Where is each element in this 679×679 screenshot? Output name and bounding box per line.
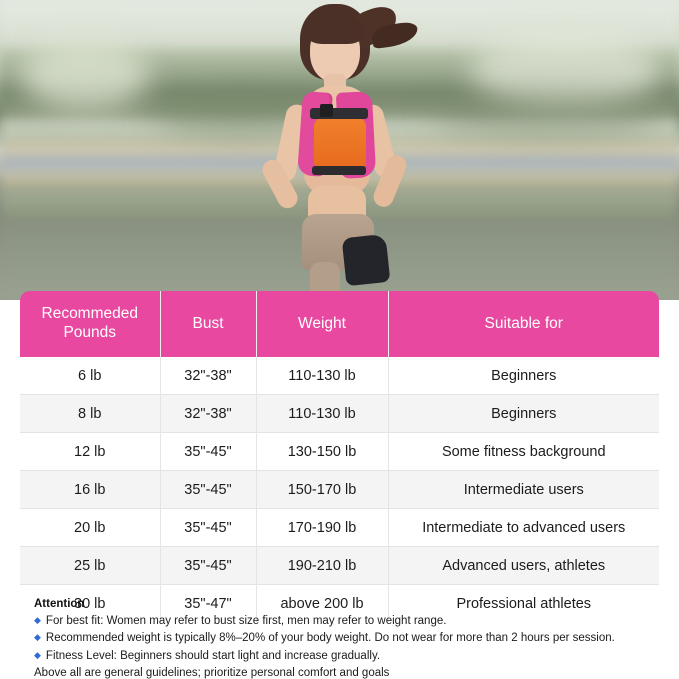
cell-weight: above 200 lb — [256, 585, 388, 623]
attention-note — [34, 648, 664, 664]
table-header-row — [20, 291, 659, 357]
cell-weight: 110-130 lb — [256, 357, 388, 395]
attention-note-text: For best fit: Women may refer to bust size first, men may refer to weight range. — [45, 615, 447, 627]
attention-note-text: Fitness Level: Beginners should start light and increase gradually. — [45, 649, 381, 662]
runner-figure — [248, 0, 448, 300]
cell-suitable: Professional athletes — [388, 585, 659, 623]
attention-final-note: Above all are general guidelines; prioritize personal comfort and goals — [34, 666, 390, 679]
attention-title: Attention — [34, 598, 85, 610]
cell-pounds: 25 lb — [20, 547, 160, 585]
weighted-vest-lower-strap — [312, 166, 366, 175]
cell-bust: 35"-47" — [160, 585, 256, 623]
attention-section — [34, 598, 664, 679]
size-table-container — [20, 291, 659, 622]
runner-shorts-dark-panel — [342, 234, 391, 286]
cell-bust: 32"-38" — [160, 395, 256, 433]
attention-note-text: Recommended weight is typically 8%–20% of your body weight. Do not wear for more than 2 hours per session. — [45, 632, 615, 645]
table-row — [20, 471, 659, 509]
cell-bust: 35"-45" — [160, 433, 256, 471]
cell-pounds: 8 lb — [20, 395, 160, 433]
cell-suitable: Advanced users, athletes — [388, 547, 659, 585]
cell-suitable: Intermediate users — [388, 471, 659, 509]
diamond-bullet-icon: ◆ — [34, 615, 41, 625]
table-row — [20, 433, 659, 471]
cell-bust: 35"-45" — [160, 509, 256, 547]
weighted-vest-buckle — [320, 104, 333, 117]
cell-weight: 130-150 lb — [256, 433, 388, 471]
table-row — [20, 547, 659, 585]
column-header-bust: Bust — [160, 291, 256, 357]
cell-weight: 150-170 lb — [256, 471, 388, 509]
cell-bust: 32"-38" — [160, 357, 256, 395]
column-header-weight: Weight — [256, 291, 388, 357]
cell-weight: 170-190 lb — [256, 509, 388, 547]
cell-pounds: 30 lb — [20, 585, 160, 623]
cell-suitable: Some fitness background — [388, 433, 659, 471]
cell-suitable: Intermediate to advanced users — [388, 509, 659, 547]
size-table — [20, 291, 659, 622]
weighted-vest-front-panel — [314, 118, 366, 170]
runner-hair-front — [306, 14, 364, 44]
attention-note — [34, 630, 664, 646]
table-row — [20, 357, 659, 395]
cell-bust: 35"-45" — [160, 547, 256, 585]
photo-bokeh-mid-right — [430, 96, 660, 136]
hero-photo — [0, 0, 679, 300]
photo-bokeh-left — [20, 40, 150, 110]
cell-suitable: Beginners — [388, 357, 659, 395]
column-header-suitable: Suitable for — [388, 291, 659, 357]
column-header-pounds: Recommeded Pounds — [20, 291, 160, 357]
cell-suitable: Beginners — [388, 395, 659, 433]
attention-note — [34, 613, 664, 629]
weighted-vest-chest-strap — [310, 108, 368, 119]
diamond-bullet-icon: ◆ — [34, 649, 41, 660]
cell-weight: 190-210 lb — [256, 547, 388, 585]
cell-weight: 110-130 lb — [256, 395, 388, 433]
cell-bust: 35"-45" — [160, 471, 256, 509]
table-row — [20, 509, 659, 547]
diamond-bullet-icon: ◆ — [34, 632, 41, 643]
cell-pounds: 20 lb — [20, 509, 160, 547]
table-row — [20, 395, 659, 433]
cell-pounds: 12 lb — [20, 433, 160, 471]
cell-pounds: 16 lb — [20, 471, 160, 509]
cell-pounds: 6 lb — [20, 357, 160, 395]
